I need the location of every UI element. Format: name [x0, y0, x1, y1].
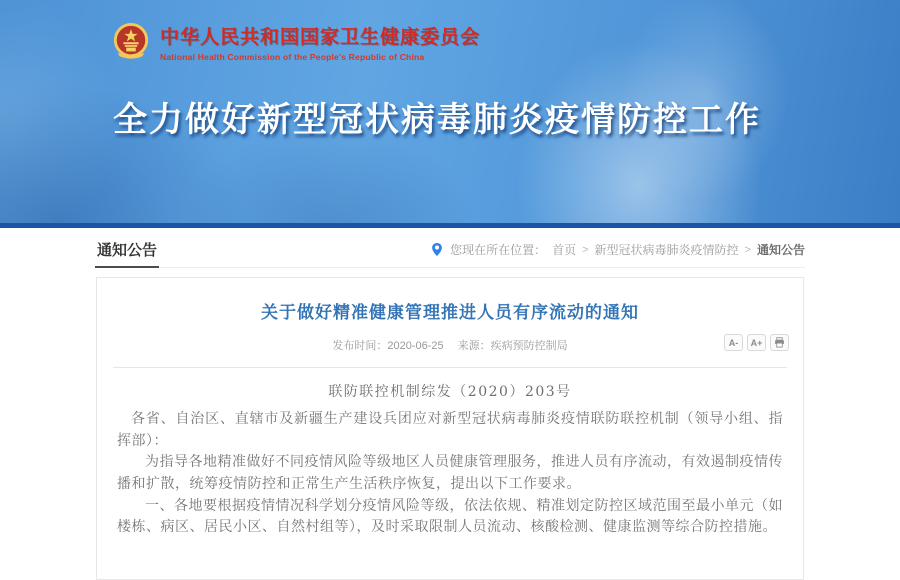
publish-time-label: 发布时间：	[332, 340, 388, 352]
national-emblem-icon	[112, 22, 150, 62]
hero-banner	[0, 0, 900, 228]
breadcrumb-item-covid-section[interactable]: 新型冠状病毒肺炎疫情防控	[594, 243, 739, 257]
site-logo[interactable]	[112, 22, 480, 62]
paragraph-item-1: 一、各地要根据疫情情况科学划分疫情风险等级，依法依规、精准划定防控区域范围至最小单元（如楼栋、病区、居民小区、自然村组等），及时采取限制人员流动、核酸检测、健康监测等综合防控措施。	[117, 497, 783, 536]
article-body	[97, 401, 803, 539]
breadcrumb-separator: >	[582, 243, 589, 256]
org-name-cn: 中华人民共和国国家卫生健康委员会	[160, 27, 481, 48]
breadcrumb-bar	[95, 228, 805, 268]
location-pin-icon	[432, 243, 442, 256]
article-toolbar	[724, 334, 789, 351]
print-button[interactable]	[770, 334, 789, 351]
publish-date: 2020-06-25	[387, 340, 444, 352]
section-title: 通知公告	[95, 239, 159, 268]
breadcrumb	[432, 241, 805, 267]
paragraph-intro: 为指导各地精准做好不同疫情风险等级地区人员健康管理服务，推进人员有序流动，有效遏制疫情传播和扩散，统筹疫情防控和正常生产生活秩序恢复，提出以下工作要求。	[117, 454, 783, 493]
breadcrumb-item-current[interactable]: 通知公告	[756, 243, 805, 257]
breadcrumb-item-home[interactable]: 首页	[552, 243, 577, 257]
article-container	[96, 277, 804, 580]
org-name-en: National Health Commission of the People's Republic of China	[160, 52, 425, 62]
printer-icon	[774, 337, 785, 348]
article-meta	[97, 337, 803, 353]
breadcrumb-separator: >	[744, 243, 751, 256]
font-decrease-button[interactable]: A-	[724, 334, 743, 351]
breadcrumb-location-label: 您现在所在位置：	[450, 243, 547, 257]
banner-headline: 全力做好新型冠状病毒肺炎疫情防控工作	[113, 101, 761, 139]
meta-divider	[113, 367, 787, 368]
paragraph-salutation: 各省、自治区、直辖市及新疆生产建设兵团应对新型冠状病毒肺炎疫情联防联控机制（领导小组、指挥部）：	[117, 411, 783, 449]
article-title: 关于做好精准健康管理推进人员有序流动的通知	[261, 303, 639, 322]
source-label: 来源：	[457, 340, 491, 352]
source-value: 疾病预防控制局	[490, 340, 568, 352]
font-increase-button[interactable]: A+	[747, 334, 766, 351]
document-number: 联防联控机制综发（2020）203号	[328, 384, 572, 400]
